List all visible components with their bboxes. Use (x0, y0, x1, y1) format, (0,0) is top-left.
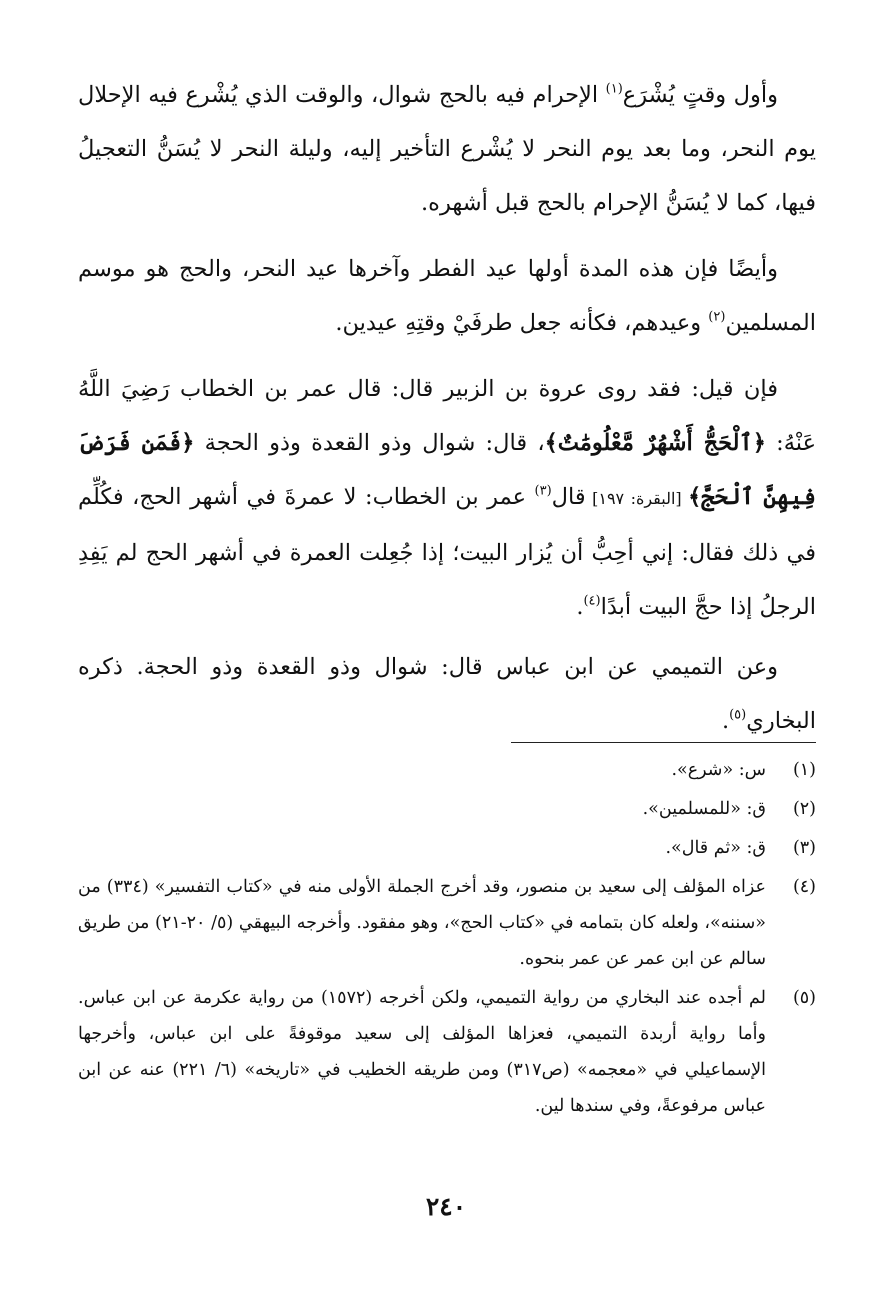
text-run: الإحرام فيه بالحج شوال، والوقت الذي يُشْرع فيه الإحلال يوم النحر، وما بعد يوم النحر لا يُشْرع التأخير إليه، وليلة النحر لا يُسَنُّ التعجيلُ فيها، كما لا يُسَنُّ الإحرام بالحج قبل أشهره. (78, 82, 816, 216)
text-run: . (576, 594, 584, 620)
main-text (78, 68, 816, 760)
footnote-ref-1[interactable]: (١) (605, 81, 623, 97)
text-run: عمر بن الخطاب: لا عمرةَ في أشهر الحج، فكُلِّم في ذلك فقال: إني أحِبُّ أن يُزار البيت؛ إذا جُعِلت العمرة في أشهر الحج لم يَفِدِ الرجلُ إذا حجَّ البيت أبدًا (78, 484, 816, 620)
text-run: وعن التميمي عن ابن عباس قال: شوال وذو القعدة وذو الحجة. ذكره البخاري (78, 654, 816, 734)
paragraph-3 (78, 362, 816, 634)
footnote-text: ق: «للمسلمين». (642, 799, 766, 819)
footnote-ref-5[interactable]: (٥) (729, 707, 747, 723)
text-run: وأول وقتٍ يُشْرَع (622, 82, 778, 108)
footnote-text: ق: «ثم قال». (665, 838, 766, 858)
footnote-number: (٥) (792, 988, 816, 1008)
quran-verse: ﴿فَمَن فَرَضَ فِيهِنَّ ٱلْحَجَّ﴾ (78, 430, 816, 510)
footnote-number: (٢) (792, 799, 816, 819)
footnote-divider (511, 742, 816, 743)
text-run: وأيضًا فإن هذه المدة أولها عيد الفطر وآخرها عيد النحر، والحج هو موسم المسلمين (78, 256, 816, 336)
text-run: قال (551, 484, 586, 510)
footnote-ref-2[interactable]: (٢) (708, 309, 726, 325)
footnote-text: لم أجده عند البخاري من رواية التميمي، ولكن أخرجه (١٥٧٢) من رواية عكرمة عن ابن عباس. وأما رواية أربدة التميمي، فعزاها المؤلف إلى سعيد موقوفةً على ابن عباس، وأخرجها الإسماعيلي في «معجمه» (ص٣١٧) ومن طريقه الخطيب في «تاريخه» (٦/ ٢٢١) عنه عن ابن عباس مرفوعةً، وفي سندها لين. (78, 988, 767, 1116)
paragraph-4 (78, 640, 816, 748)
text-run: فإن قيل: فقد روى عروة بن الزبير قال: قال عمر بن الخطاب رَضِيَ اللَّهُ عَنْهُ: (78, 376, 817, 456)
paragraph-1 (78, 68, 816, 230)
text-run: ، قال: شوال وذو القعدة وذو الحجة (194, 430, 545, 456)
footnotes (78, 752, 816, 1127)
footnote-ref-3[interactable]: (٣) (534, 483, 552, 499)
footnote-text: س: «شرع». (671, 760, 766, 780)
footnote-number: (٤) (792, 877, 816, 897)
footnote-number: (٣) (792, 838, 816, 858)
surah-reference: [البقرة: ١٩٧] (585, 489, 689, 508)
footnote (78, 830, 816, 866)
footnote (78, 791, 816, 827)
paragraph-2 (78, 242, 816, 350)
footnote-ref-4[interactable]: (٤) (583, 593, 601, 609)
footnote (78, 869, 816, 977)
footnote (78, 980, 816, 1124)
footnote (78, 752, 816, 788)
quran-verse: ﴿ٱلْحَجُّ أَشْهُرٌ مَّعْلُومَٰتٌ﴾ (544, 430, 766, 456)
footnote-number: (١) (792, 760, 816, 780)
text-run: وعيدهم، فكأنه جعل طرفَيْ وقتِهِ عيدين. (335, 310, 709, 336)
page-number: ٢٤٠ (425, 1192, 467, 1221)
footnote-text: عزاه المؤلف إلى سعيد بن منصور، وقد أخرج الجملة الأولى منه في «كتاب التفسير» (٣٣٤) من «سننه»، ولعله كان بتمامه في «كتاب الحج»، وهو مفقود. وأخرجه البيهقي (٥/ ٢٠-٢١) من طريق سالم عن ابن عمر عن عمر بنحوه. (78, 877, 767, 969)
text-run: . (721, 708, 730, 734)
